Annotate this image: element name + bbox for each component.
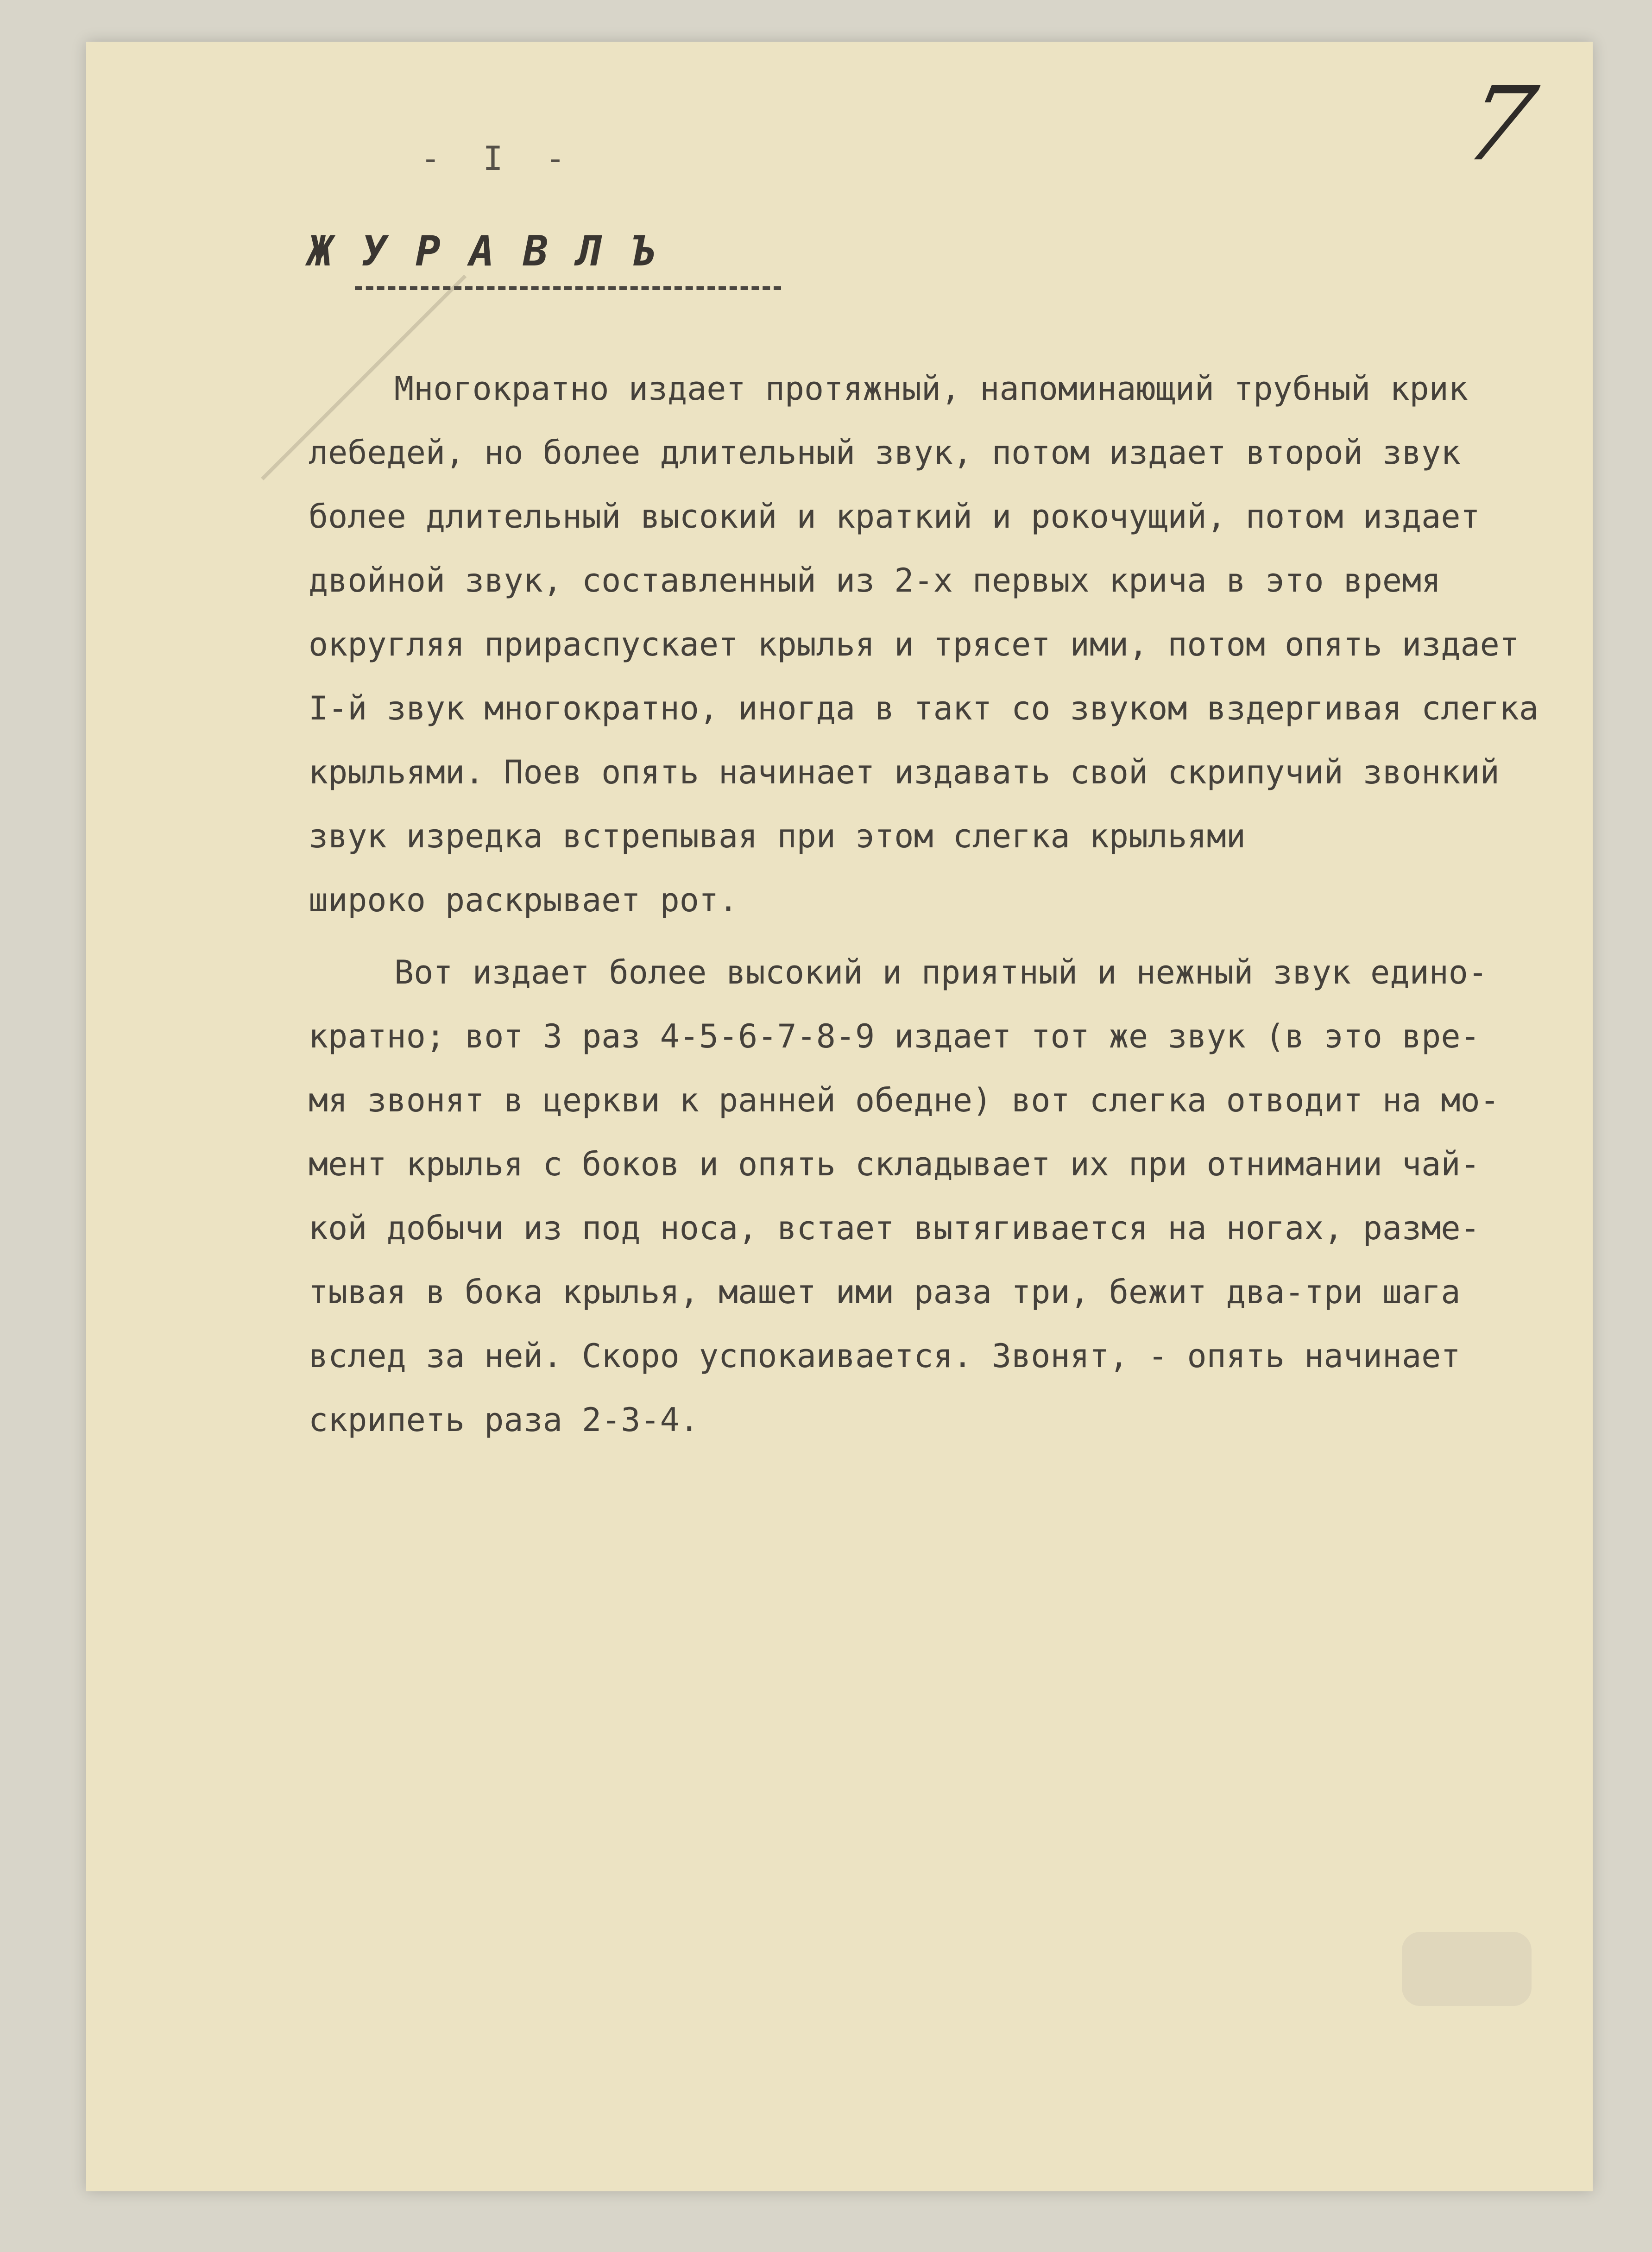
text-line: более длительный высокий и краткий и рокочущий, потом издает [309, 498, 1480, 536]
document-page [86, 42, 1593, 2191]
paragraph-1 [309, 357, 1559, 932]
title-underline [355, 286, 781, 290]
paragraph-2 [309, 940, 1559, 1452]
text-line: тывая в бока крылья, машет ими раза три, бежит два-три шага [309, 1273, 1461, 1311]
text-line: вслед за ней. Скоро успокаивается. Звонят, - опять начинает [309, 1337, 1461, 1375]
text-line: I-й звук многократно, иногда в такт со звуком вздергивая слегка [309, 689, 1539, 727]
page-number: - I - [420, 139, 577, 178]
text-line: кой добычи из под носа, встает вытягивается на ногах, разме- [309, 1209, 1480, 1247]
archive-stamp-trace [1402, 1932, 1532, 2006]
text-line: двойной звук, составленный из 2-х первых крича в это время [309, 561, 1441, 599]
text-line: лебедей, но более длительный звук, потом издает второй звук [309, 434, 1461, 472]
text-line: округляя прираспускает крылья и трясет ими, потом опять издает [309, 625, 1519, 663]
text-line: мя звонят в церкви к ранней обедне) вот слегка отводит на мо- [309, 1081, 1500, 1119]
text-line: широко раскрывает рот. [309, 881, 738, 919]
text-line: скрипеть раза 2-3-4. [309, 1401, 699, 1439]
text-line: Многократно издает протяжный, напоминающий трубный крик [394, 370, 1468, 408]
text-line: крыльями. Поев опять начинает издавать свой скрипучий звонкий [309, 753, 1500, 791]
text-line: кратно; вот 3 раз 4-5-6-7-8-9 издает тот же звук (в это вре- [309, 1017, 1480, 1055]
document-body [309, 357, 1559, 1452]
folio-number: 7 [1455, 65, 1545, 183]
text-line: звук изредка встрепывая при этом слегка крыльями [309, 817, 1246, 855]
text-line: Вот издает более высокий и приятный и нежный звук едино- [394, 953, 1488, 991]
text-line: мент крылья с боков и опять складывает их при отнимании чай- [309, 1145, 1480, 1183]
document-title: ЖУРАВЛЪ [308, 227, 685, 276]
